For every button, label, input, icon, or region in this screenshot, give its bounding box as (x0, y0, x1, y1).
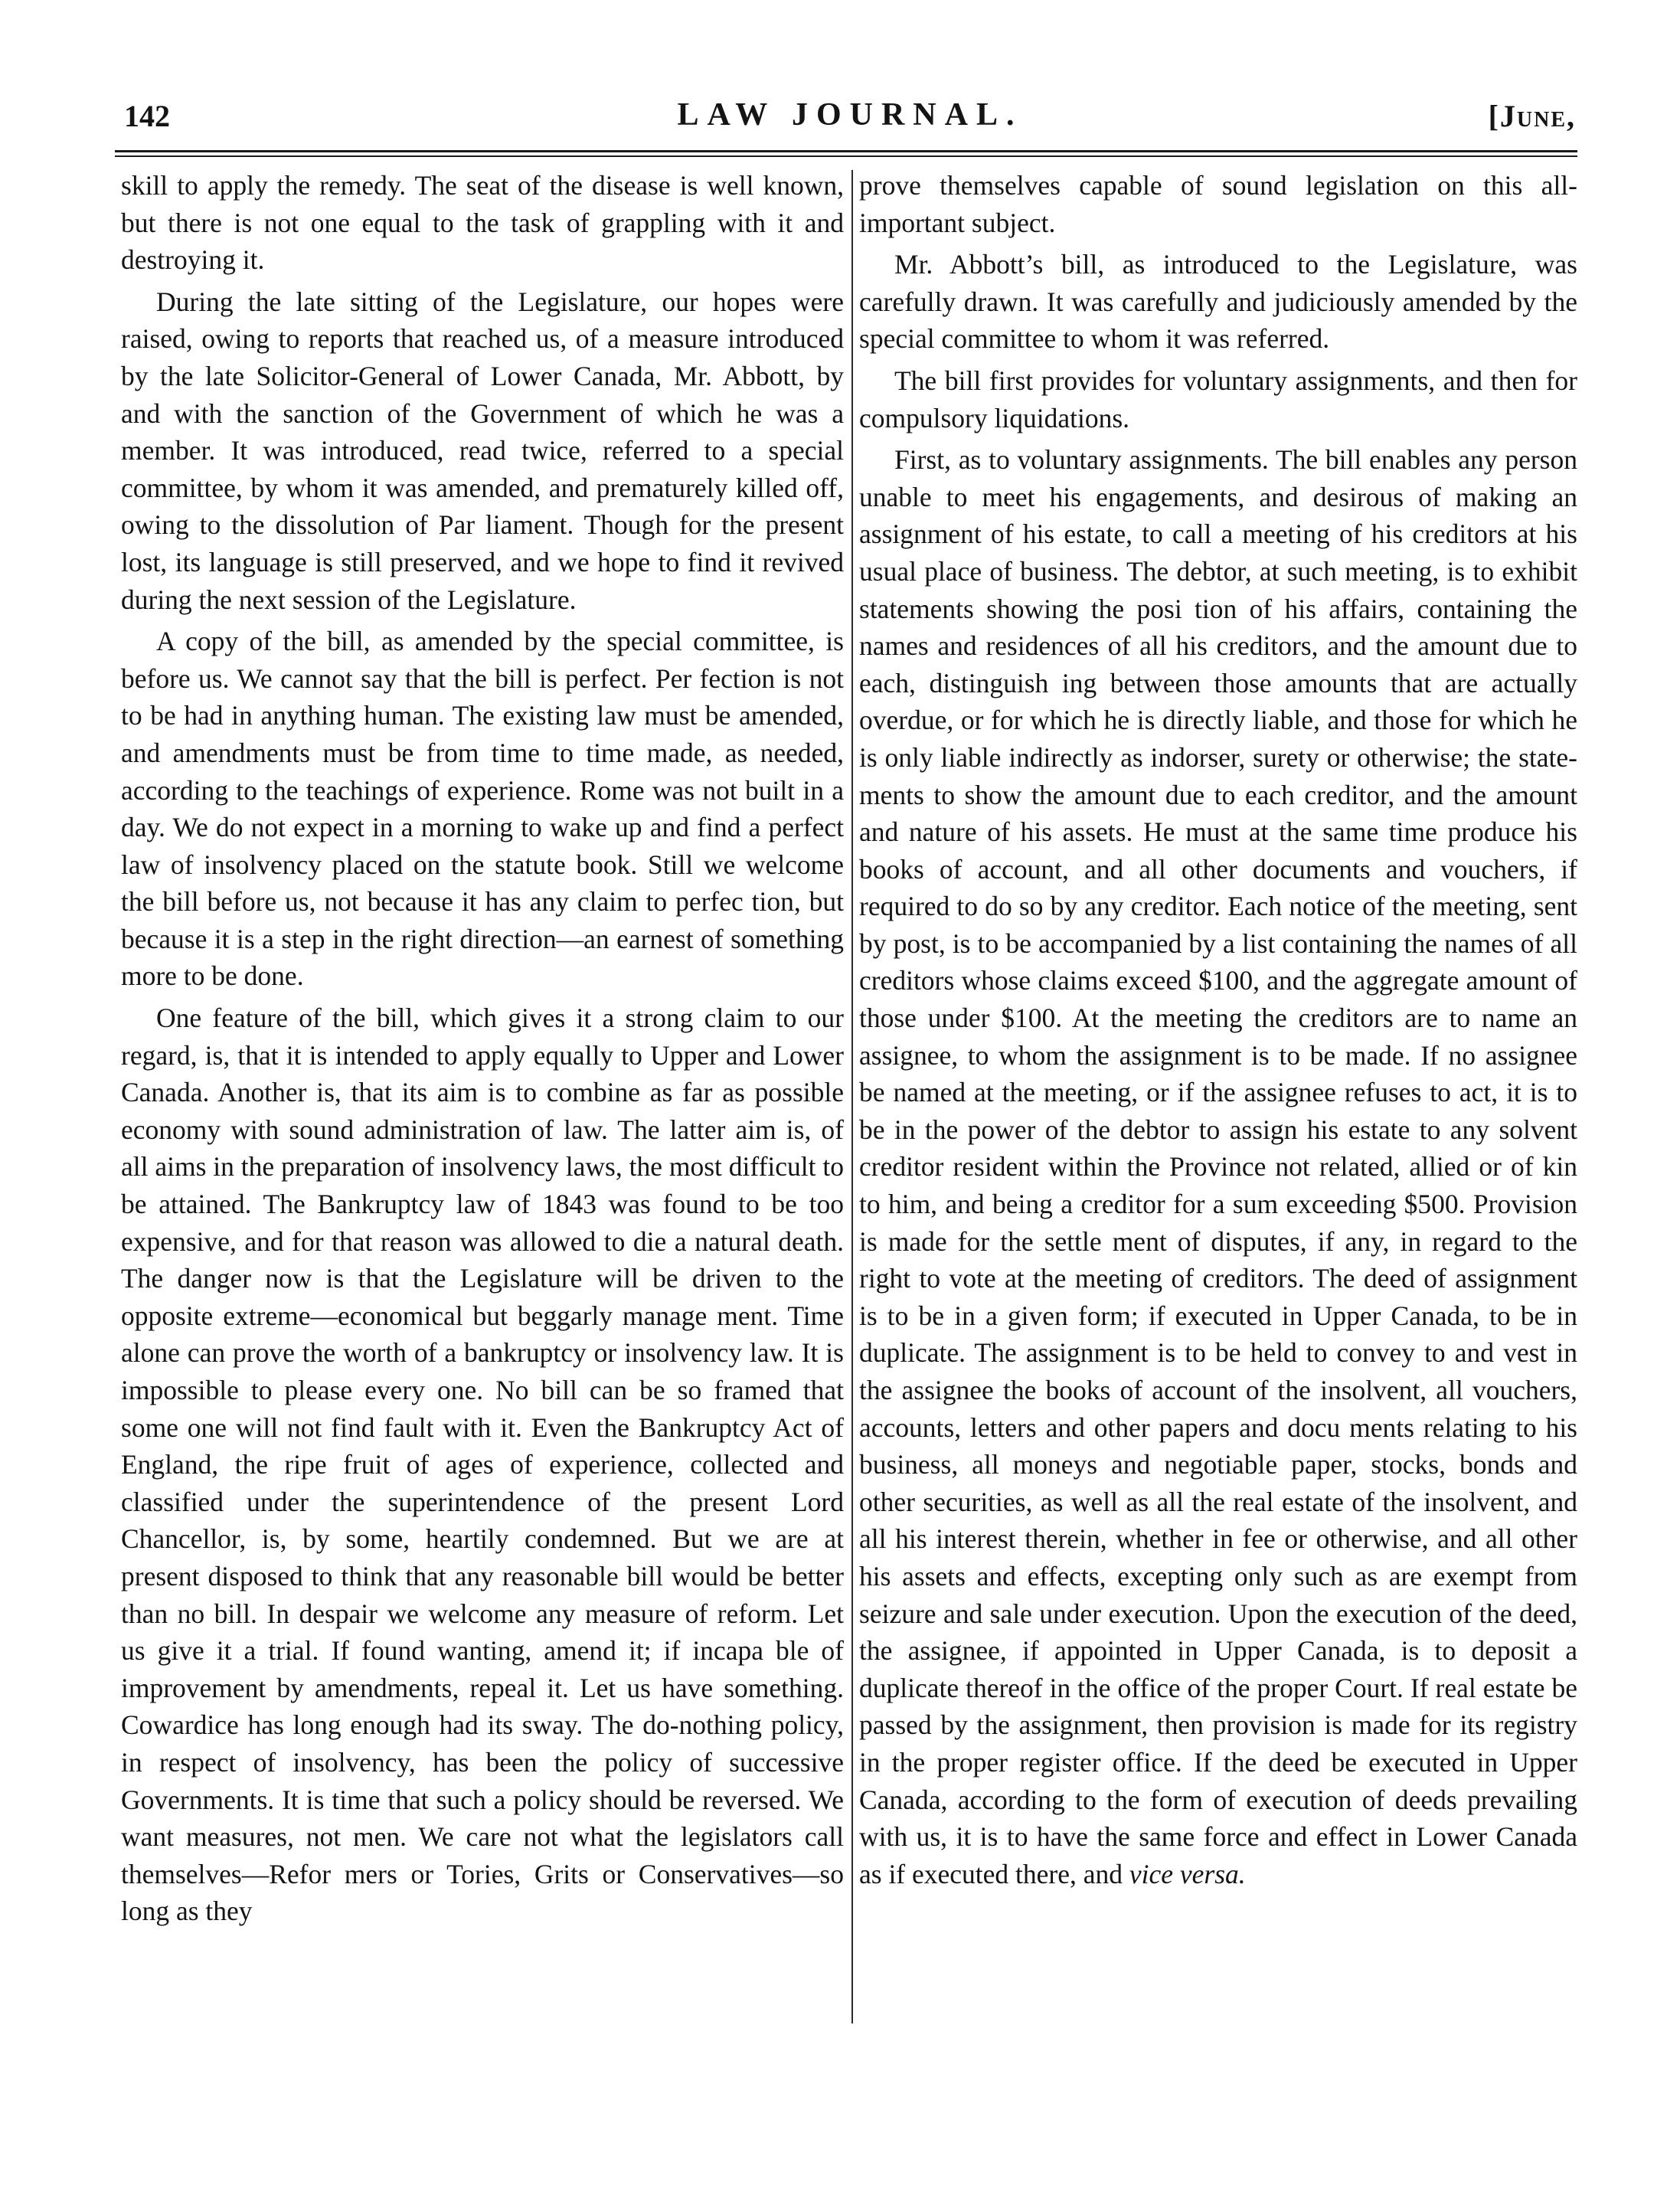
paragraph: skill to apply the remedy. The seat of the disease is well known, but there is not one equal to the task of grappling with it and destroying it. (121, 170, 844, 276)
closing-italic-phrase: vice versa. (1129, 1858, 1246, 1889)
page-header (124, 90, 1576, 144)
column-divider (851, 170, 853, 2023)
right-column (859, 167, 1577, 1897)
header-rule-thin (115, 155, 1577, 157)
paragraph: A copy of the bill, as amended by the special committee, is before us. We cannot say that the bill is perfect. Per fection is not to be had in anything human. The existing law must be amended, and amendments must be from time to time made, as needed, according to the teachings of experience. Rome was not built in a day. We do not expect in a morning to wake up and find a perfect law of insolvency placed on the statute book. Still we welcome the bill before us, not because it has any claim to perfec tion, but because it is a step in the right direction—an earnest of something more to be done. (121, 626, 844, 992)
paragraph: One feature of the bill, which gives it a strong claim to our regard, is, that it is intended to apply equally to Upper and Lower Canada. Another is, that its aim is to combine as far as possible economy with sound administration of law. The latter aim is, of all aims in the preparation of insolvency laws, the most difficult to be attained. The Bankruptcy law of 1843 was found to be too expensive, and for that reason was allowed to die a natural death. The danger now is that the Legislature will be driven to the opposite extreme—economical but beggarly manage ment. Time alone can prove the worth of a bankruptcy or insolvency law. It is impossible to please every one. No bill can be so framed that some one will not find fault with it. Even the Bankruptcy Act of England, the ripe fruit of ages of experience, collected and classified under the superintendence of the present Lord Chancellor, is, by some, heartily condemned. But we are at present disposed to think that any reasonable bill would be better than no bill. In despair we welcome any measure of reform. Let us give it a trial. If found wanting, amend it; if incapa ble of improvement by amendments, repeal it. Let us have something. Cowardice has long enough had its sway. The do-nothing policy, in respect of insolvency, has been the policy of successive Governments. It is time that such a policy should be reversed. We want measures, not men. We care not what the legislators call themselves—Refor mers or Tories, Grits or Conservatives—so long as they (121, 1003, 844, 1927)
issue-month: [June, (1488, 99, 1576, 133)
paragraph: During the late sitting of the Legislature, our hopes were raised, owing to reports that reached us, of a measure introduced by the late Solicitor-General of Lower Canada, Mr. Abbott, by and with the sanction of the Government of which he was a member. It was introduced, read twice, referred to a special committee, by whom it was amended, and prematurely killed off, owing to the dissolution of Par liament. Though for the present lost, its language is still preserved, and we hope to find it revived during the next session of the Legislature. (121, 286, 844, 615)
journal-title: LAW JOURNAL. (677, 97, 1023, 132)
left-column (121, 167, 844, 1935)
paragraph: Mr. Abbott’s bill, as introduced to the Legislature, was carefully drawn. It was carefully and judiciously amended by the special committee to whom it was referred. (859, 249, 1577, 355)
paragraph: The bill first provides for voluntary assignments, and then for compulsory liquidations. (859, 365, 1577, 433)
paragraph: prove themselves capable of sound legislation on this all-important subject. (859, 170, 1577, 238)
paragraph-with-ending (859, 441, 1577, 1892)
paragraph-text: First, as to voluntary assignments. The bill enables any person unable to meet his engagements, and desirous of making an assignment of his estate, to call a meeting of his creditors at his usual place of business. The debtor, at such meeting, is to exhibit statements showing the posi tion of his affairs, containing the names and residences of all his creditors, and the amount due to each, distinguish ing between those amounts that are actually overdue, or for which he is directly liable, and those for which he is only liable indirectly as indorser, surety or otherwise; the state ments to show the amount due to each creditor, and the amount and nature of his assets. He must at the same time produce his books of account, and all other documents and vouchers, if required to do so by any creditor. Each notice of the meeting, sent by post, is to be accompanied by a list containing the names of all creditors whose claims exceed $100, and the aggregate amount of those under $100. At the meeting the creditors are to name an assignee, to whom the assignment is to be made. If no assignee be named at the meeting, or if the assignee refuses to act, it is to be in the power of the debtor to assign his estate to any solvent creditor resident within the Province not related, allied or of kin to him, and being a creditor for a sum exceeding $500. Provision is made for the settle ment of disputes, if any, in regard to the right to vote at the meeting of creditors. The deed of assignment is to be in a given form; if executed in Upper Canada, to be in duplicate. The assignment is to be held to convey to and vest in the assignee the books of account of the insolvent, all vouchers, accounts, letters and other papers and docu ments relating to his business, all moneys and negotiable paper, stocks, bonds and other securities, as well as all the real estate of the insolvent, and all his interest therein, whether in fee or otherwise, and all other his assets and effects, excepting only such as are exempt from seizure and sale under execution. Upon the execution of the deed, the assignee, if appointed in Upper Canada, is to deposit a duplicate thereof in the office of the proper Court. If real estate be passed by the assignment, then provision is made for its registry in the proper register office. If the deed be executed in Upper Canada, according to the form of execution of deeds prevailing with us, it is to have the same force and effect in Lower Canada as if executed there, and (859, 444, 1577, 1889)
header-rule (115, 150, 1577, 152)
page-number: 142 (124, 99, 170, 133)
